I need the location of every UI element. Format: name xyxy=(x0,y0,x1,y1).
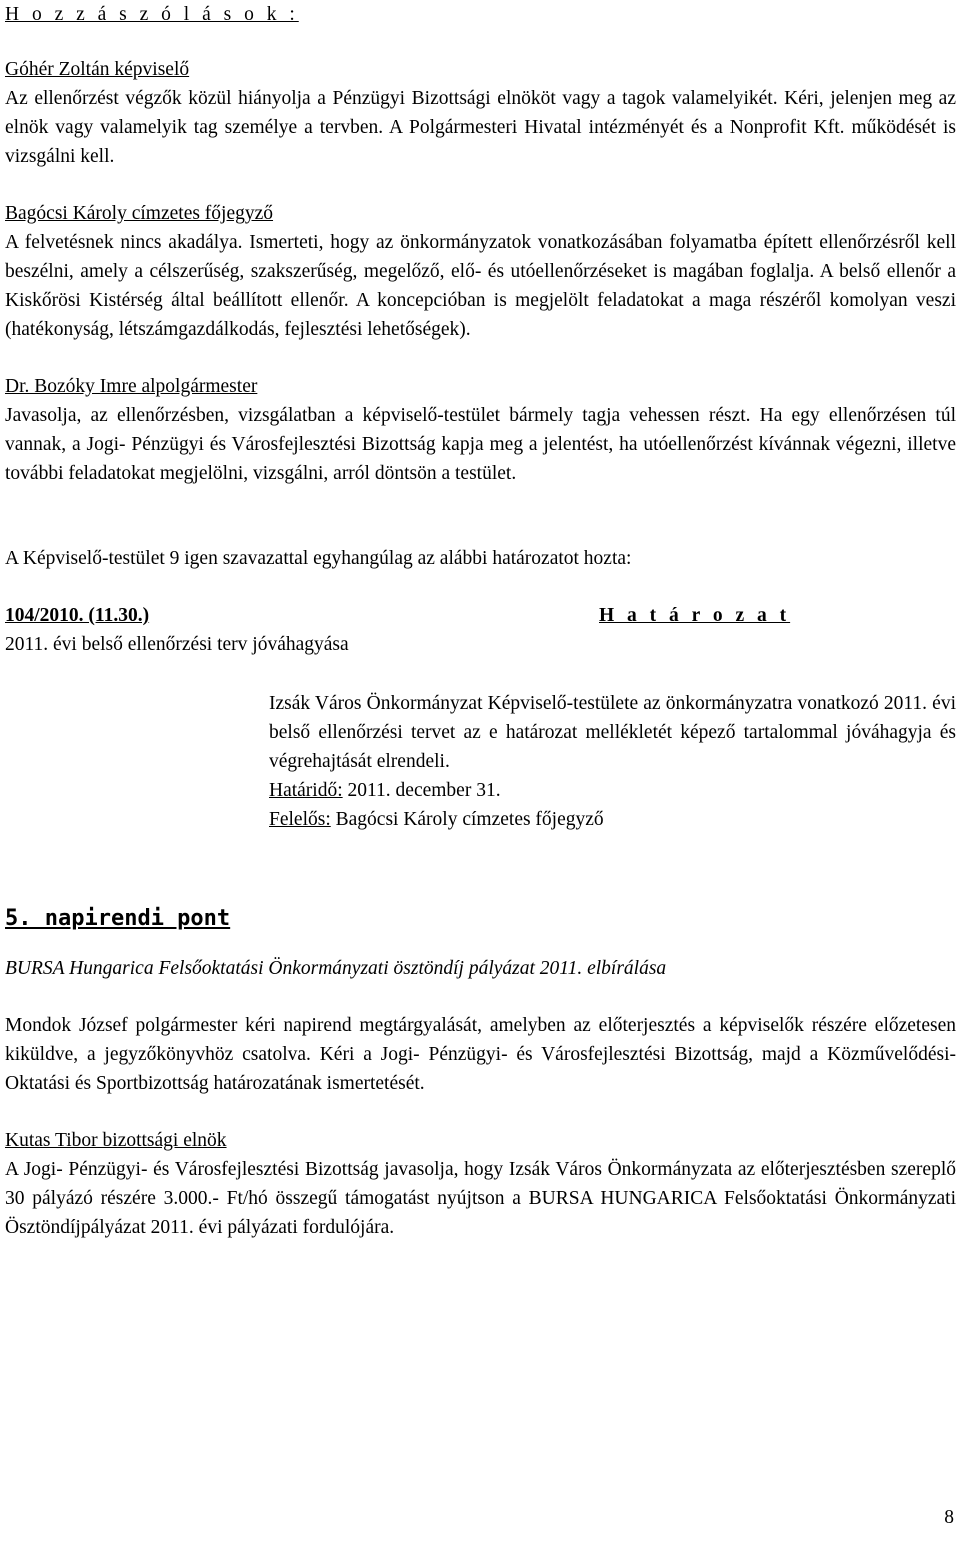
agenda-title: BURSA Hungarica Felsőoktatási Önkormányzati ösztöndíj pályázat 2011. elbírálása xyxy=(5,958,667,979)
section-heading: H o z z á s z ó l á s o k : xyxy=(5,4,299,25)
speaker-text-bagocsi: A felvetésnek nincs akadálya. Ismerteti, hogy az önkormányzatok vonatkozásában folyamatba épített ellenőrzésről kell beszélni, amely a célszerűség, szakszerűség, megelőző, elő- és utóellenőrzéseket is magában foglalja. A belső ellenőr a Kiskőrösi Kistérség által beállított ellenőr. A koncepcióban is megjelölt feladatokat a maga részéről komolyan veszi (hatékonyság, létszámgazdálkodás, fejlesztési lehetőségek). xyxy=(5,232,956,340)
speaker-text-kutas: A Jogi- Pénzügyi- és Városfejlesztési Bizottság javasolja, hogy Izsák Város Önkormányzata az előterjesztésben szereplő 30 pályázó részére 3.000.- Ft/hó összegű támogatást nyújtson a BURSA HUNGARICA Felsőoktatási Önkormányzati Ösztöndíjpályázat 2011. évi pályázati fordulójára. xyxy=(5,1159,956,1238)
resolution-title: H a t á r o z a t xyxy=(599,605,791,626)
agenda-point: 5. napirendi pont xyxy=(5,906,231,931)
responsible-value: Bagócsi Károly címzetes főjegyző xyxy=(330,809,604,830)
deadline-value: 2011. december 31. xyxy=(342,780,501,801)
resolution-subject: 2011. évi belső ellenőrzési terv jóváhagyása xyxy=(5,634,349,655)
resolution-deadline xyxy=(269,776,956,805)
resolution-body xyxy=(269,689,956,834)
resolution-text: Izsák Város Önkormányzat Képviselő-testülete az önkormányzatra vonatkozó 2011. évi belső ellenőrzési tervet az e határozat mellékletét képező tartalommal jóváhagyja és végrehajtását elrendeli. xyxy=(269,693,956,772)
speaker-name-kutas: Kutas Tibor bizottsági elnök xyxy=(5,1130,227,1151)
speaker-name-goher: Góhér Zoltán képviselő xyxy=(5,59,190,80)
deadline-label: Határidő: xyxy=(269,780,343,801)
agenda-intro: Mondok József polgármester kéri napirend megtárgyalását, amelyben az előterjesztés a képviselők részére előzetesen kiküldve, a jegyzőkönyvhöz csatolva. Kéri a Jogi- Pénzügyi- és Városfejlesztési Bizottság, majd a Közművelődési- Oktatási és Sportbizottság határozatának ismertetését. xyxy=(5,1015,956,1094)
speaker-name-bagocsi: Bagócsi Károly címzetes főjegyző xyxy=(5,203,274,224)
document-page xyxy=(5,0,956,1242)
vote-statement: A Képviselő-testület 9 igen szavazattal egyhangúlag az alábbi határozatot hozta: xyxy=(5,548,632,569)
speaker-name-bozoky: Dr. Bozóky Imre alpolgármester xyxy=(5,376,258,397)
resolution-header xyxy=(5,601,956,630)
page-number: 8 xyxy=(944,1507,954,1528)
responsible-label: Felelős: xyxy=(269,809,331,830)
speaker-text-bozoky: Javasolja, az ellenőrzésben, vizsgálatban a képviselő-testület bármely tagja vehessen részt. Ha egy ellenőrzésen túl vannak, a Jogi- Pénzügyi és Városfejlesztési Bizottság kapja meg a jelentést, ha utóellenőrzést kívánnak végezni, illetve további feladatokat megjelölni, vizsgálni, arról döntsön a testület. xyxy=(5,405,956,484)
resolution-responsible xyxy=(269,805,956,834)
resolution-number: 104/2010. (11.30.) xyxy=(5,605,150,626)
speaker-text-goher: Az ellenőrzést végzők közül hiányolja a Pénzügyi Bizottsági elnököt vagy a tagok valamelyikét. Kéri, jelenjen meg az elnök vagy valamelyik tag személye a tervben. A Polgármesteri Hivatal intézményét és a Nonprofit Kft. működését is vizsgálni kell. xyxy=(5,88,956,167)
